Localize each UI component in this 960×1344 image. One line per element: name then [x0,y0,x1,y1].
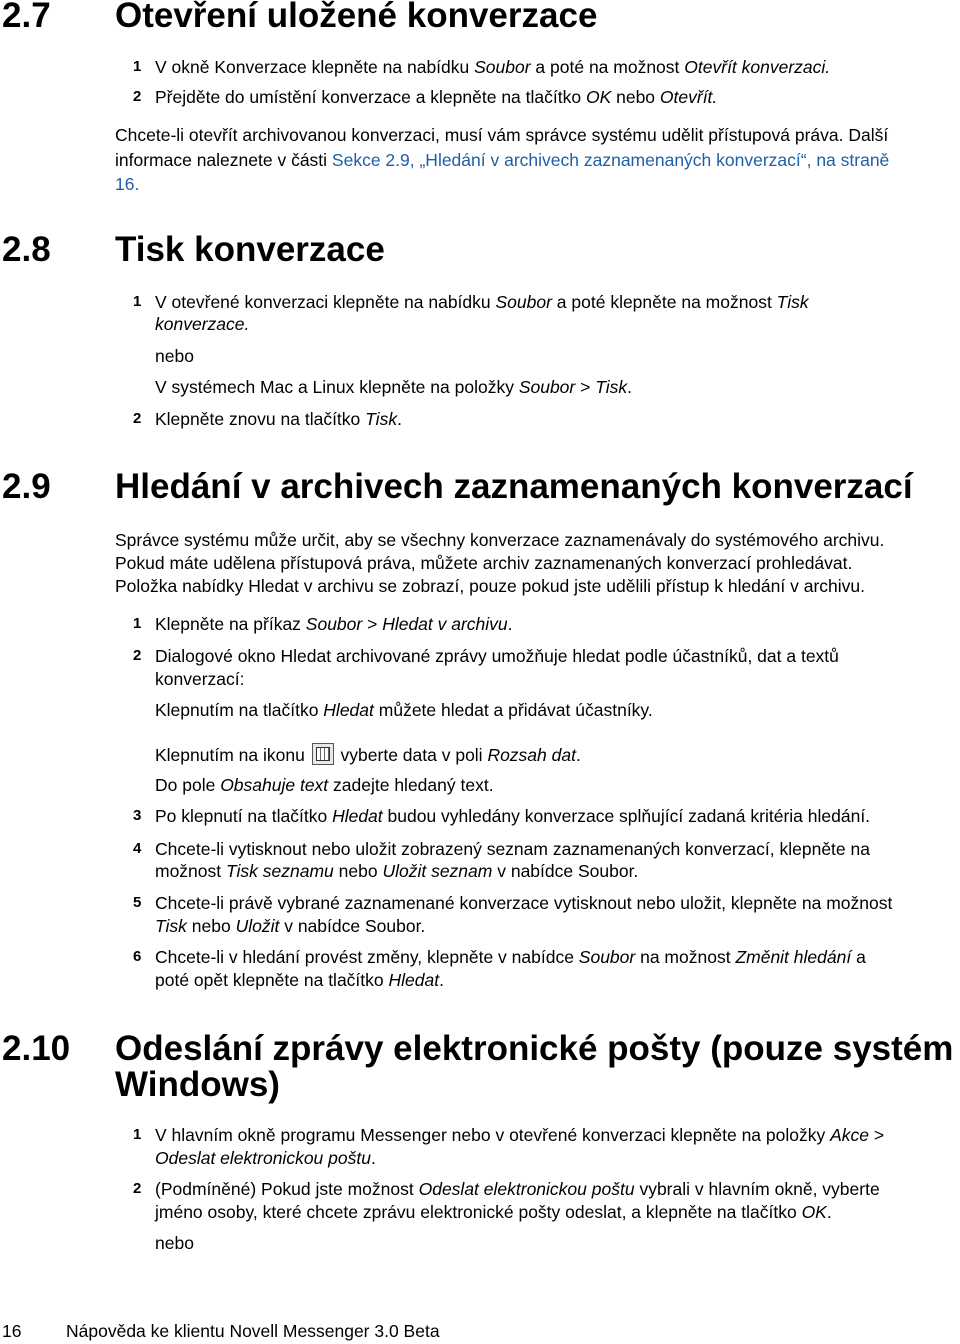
step-number: 2 [133,1180,142,1197]
page-number: 16 [2,1321,22,1341]
step-text: Dialogové okno Hledat archivované zprávy umožňuje hledat podle účastníků, dat a textů [155,646,839,666]
step-text: Přejděte do umístění konverzace a klepněte na tlačítko OK nebo Otevřít. [155,87,718,107]
step-number: 3 [133,807,142,824]
step-number: 4 [133,840,142,857]
section-2-9-title: Hledání v archivech zaznamenaných konverzací [115,467,913,506]
step-text: V hlavním okně programu Messenger nebo v otevřené konverzaci klepněte na položky Akce > [155,1125,885,1145]
paragraph: Chcete-li otevřít archivovanou konverzaci, musí vám správce systému udělit přístupová práva. Další [115,125,889,145]
step-text: V otevřené konverzaci klepněte na nabídku Soubor a poté klepněte na možnost Tisk [155,292,809,312]
step-text: Chcete-li vytisknout nebo uložit zobrazený seznam zaznamenaných konverzací, klepněte na [155,839,870,859]
step-number: 1 [133,615,142,632]
step-number: 2 [133,88,142,105]
step-text: poté opět klepněte na tlačítko Hledat. [155,970,444,990]
step-text: (Podmíněné) Pokud jste možnost Odeslat elektronickou poštu vybrali v hlavním okně, vyberte [155,1179,880,1199]
step-text: Tisk nebo Uložit v nabídce Soubor. [155,916,426,936]
step-number: 5 [133,894,142,911]
step-number: 1 [133,1126,142,1143]
paragraph: informace naleznete v části Sekce 2.9, „Hledání v archivech zaznamenaných konverzací“, na straně [115,150,890,170]
step-text: Chcete-li právě vybrané zaznamenané konverzace vytisknout nebo uložit, klepněte na možnost [155,893,893,913]
section-2-7-title: Otevření uložené konverzace [115,0,598,35]
step-text: konverzací: [155,669,245,689]
section-2-8-title: Tisk konverzace [115,230,385,269]
step-number: 2 [133,410,142,427]
step-text: Klepněte na příkaz Soubor > Hledat v archivu. [155,614,513,634]
paragraph: Správce systému může určit, aby se všechny konverzace zaznamenávaly do systémového archivu. [115,530,885,550]
step-text: Odeslat elektronickou poštu. [155,1148,376,1168]
section-2-9-number: 2.9 [2,467,51,506]
step-text: Chcete-li v hledání provést změny, klepněte v nabídce Soubor na možnost Změnit hledání a [155,947,866,967]
step-text: konverzace. [155,314,250,334]
paragraph: Položka nabídky Hledat v archivu se zobrazí, pouze pokud jste udělili přístup k hledání v archivu. [115,576,865,596]
sub-step-text: Klepnutím na ikonu vyberte data v poli Rozsah dat. [155,745,581,765]
step-text: Po klepnutí na tlačítko Hledat budou vyhledány konverzace splňující zadaná kritéria hledání. [155,806,871,826]
step-text: V systémech Mac a Linux klepněte na položky Soubor > Tisk. [155,377,633,397]
step-text: Klepněte znovu na tlačítko Tisk. [155,409,402,429]
cross-reference-link[interactable]: Sekce 2.9, „Hledání v archivech zaznamenaných konverzací“, na straně [331,150,890,170]
or-label: nebo [155,346,194,366]
paragraph: Pokud máte udělena přístupová práva, můžete archiv zaznamenaných konverzací prohledávat. [115,553,853,573]
section-2-10-title: Odeslání zprávy elektronické pošty (pouze systém [115,1029,954,1068]
step-number: 1 [133,293,142,310]
date-range-icon [312,743,334,765]
cross-reference-link[interactable]: 16. [115,174,140,194]
sub-step-text: Do pole Obsahuje text zadejte hledaný text. [155,775,494,795]
step-text: možnost Tisk seznamu nebo Uložit seznam v nabídce Soubor. [155,861,639,881]
sub-step-text: Klepnutím na tlačítko Hledat můžete hledat a přidávat účastníky. [155,700,653,720]
step-number: 1 [133,58,142,75]
step-text: jméno osoby, které chcete zprávu elektronické pošty odeslat, a klepněte na tlačítko OK. [155,1202,832,1222]
step-number: 6 [133,948,142,965]
or-label: nebo [155,1233,194,1253]
section-2-10-title: Windows) [115,1065,280,1104]
section-2-8-number: 2.8 [2,230,51,269]
section-2-7-number: 2.7 [2,0,51,35]
step-number: 2 [133,647,142,664]
step-text: V okně Konverzace klepněte na nabídku Soubor a poté na možnost Otevřít konverzaci. [155,57,831,77]
section-2-10-number: 2.10 [2,1029,71,1068]
footer-title: Nápověda ke klientu Novell Messenger 3.0 Beta [66,1321,440,1341]
